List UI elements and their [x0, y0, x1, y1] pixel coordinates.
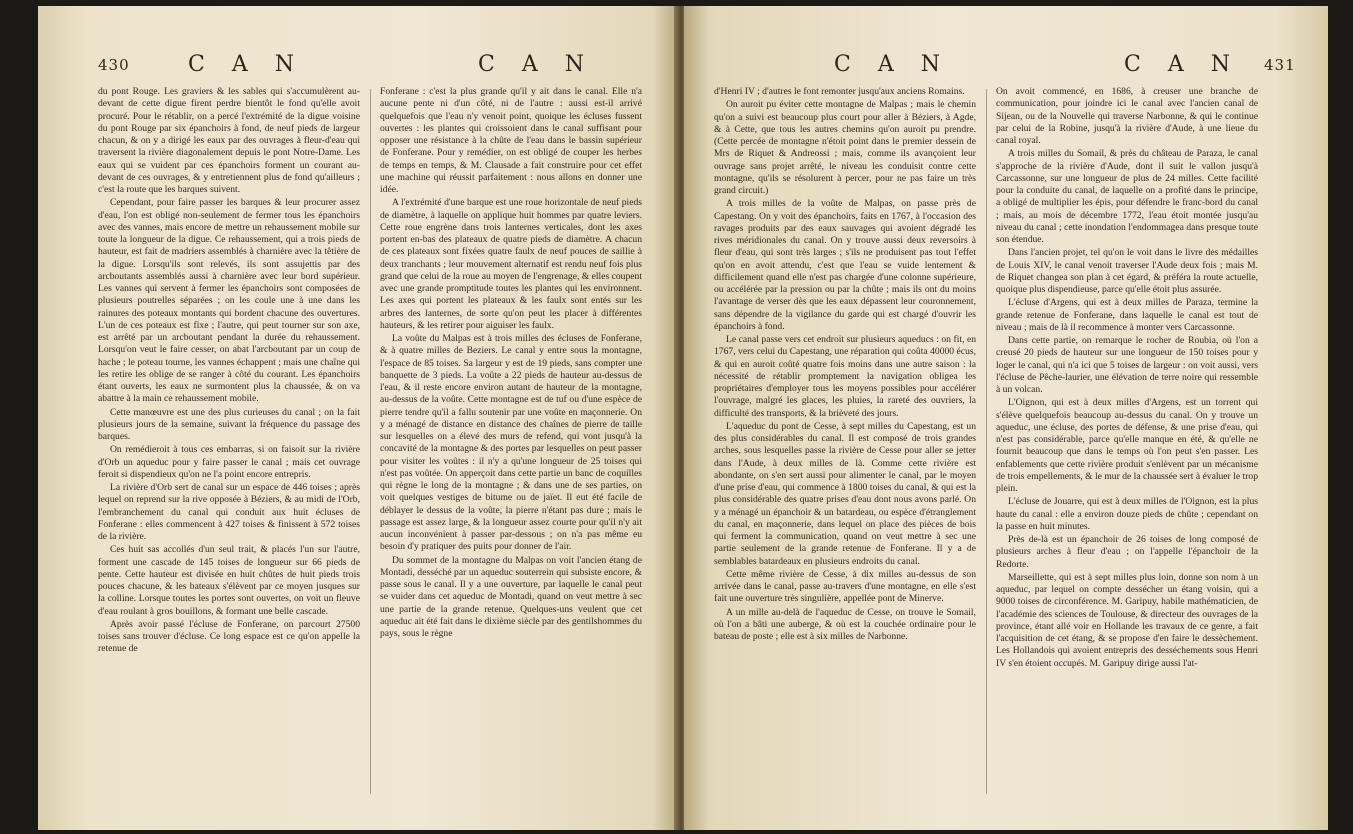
- left-page-header: [38, 52, 678, 82]
- paragraph: A trois milles du Somail, & près du château de Paraza, le canal s'approche de la rivière d'Aude, dont il suit le vallon jusqu'à Carcassonne, sur une longueur de plus de 24 milles. Cette facilité pour la conduite du canal, de laquelle on a profité dans le principe, a obligé de multiplier les épis, pour défendre le franc-bord du canal ; mais, au mois de décembre 1772, l'eau étoit montée jusqu'au niveau du canal ; cette inondation l'endommagea dans presque toute son étendue.: [996, 148, 1258, 245]
- paragraph: Cette manœuvre est une des plus curieuses du canal ; on la fait plusieurs jours de la semaine, suivant la fréquence du passage des barques.: [98, 406, 360, 442]
- left-page: [38, 6, 678, 830]
- paragraph: L'Oignon, qui est à deux milles d'Argens, est un torrent qui s'élève quelquefois beaucoup au-dessus du canal. On y trouve un aqueduc, une écluse, des portes de défense, & une prise d'eau, qui n'est pas considérable, parce qu'elle manque en été, & qu'elle ne fournit beaucoup que dans le temps où l'on peut s'en passer. Les enfablements que cette rivière produit s'enlèvent par un mécanisme de trois empellements, & le mur de la chaussée sert à évaluer le trop plein.: [996, 397, 1258, 494]
- paragraph: L'aqueduc du pont de Cesse, à sept milles du Capestang, est un des plus considérables du canal. Il est composé de trois grandes arches, sous lesquelles passe la rivière de Cesse pour aller se jetter dans l'Aude, à deux milles de là. Comme cette rivière est abondante, on s'en sert aussi pour alimenter le canal, par le moyen d'une prise d'eau, qui commence à 1800 toises du canal, & qui est la plus considérable des quatre prises d'eau dont nous avons parlé. On y a ménagé un épanchoir & un batardeau, ou espèce d'étranglement du canal, en maçonnerie, dans lequel on place des pièces de bois qui ferment la communication, quand on veut mettre à sec une partie seulement de la grande retenue de Fonferane. Il y a de semblables batardeaux en plusieurs endroits du canal.: [714, 420, 976, 567]
- paragraph: L'écluse de Jouarre, qui est à deux milles de l'Oignon, est la plus haute du canal : elle a environ douze pieds de chûte ; cependant on la passe en huit minutes.: [996, 496, 1258, 532]
- paragraph: Cependant, pour faire passer les barques & leur procurer assez d'eau, l'on est obligé non-seulement de fermer tous les épanchoirs avec des vannes, mais encore de mettre un rehaussement mobile sur toute la longueur de la digue. Ce rehaussement, qui a trois pieds de hauteur, est fait de madriers assemblés à charnière avec la têtière de la digue. Lorsqu'ils sont relevés, ils sont assujettis par des arcboutants assemblés aussi à charnière avec leur bord supérieur. Les vannes qui servent à fermer les épanchoirs sont composées de plusieurs poutrelles séparées ; on les coule une à une dans les rainures des poteaux montants qui bordent chacune des ouvertures. L'un de ces poteaux est fixe ; l'autre, qui peut tourner sur son axe, est arrêté par un arcboutant pendant la durée du rehaussement. Lorsqu'on veut le faire cesser, on abat l'arcboutant par un coup de hache ; le poteau tourne, les vannes échappent ; mais une chaîne qui les retire les oblige de se ranger à côté du courant. Les épanchoirs étant ouverts, les eaux ne surmontent plus la chaussée, & on va abattre à la main ce rehaussement mobile.: [98, 197, 360, 405]
- paragraph: A l'extrémité d'une barque est une roue horizontale de neuf pieds de diamètre, à laquelle on applique huit hommes par quatre leviers. Cette roue engrène dans trois lanternes verticales, dont les axes portent en-bas des plateaux de quatre pieds de diamètre. A chacun de ces plateaux sont fixées quatre faulx de neuf pouces de saillie à deux tranchants ; leur mouvement alternatif est rendu neuf fois plus grand que celui de la roue au moyen de l'engrenage, & elles coupent avec une grande promptitude toutes les plantes qui les environnent. Les axes qui portent les plateaux & les faulx sont entés sur les arbres des lanternes, de sorte qu'on peut les placer à différentes hauteurs, & les retirer pour aiguiser les faulx.: [380, 197, 642, 331]
- paragraph: Cette même rivière de Cesse, à dix milles au-dessus de son arrivée dans le canal, passe au-travers d'une montagne, en elle s'est fait une ouverture très singulière, appellée pont de Minerve.: [714, 568, 976, 605]
- paragraph: du pont Rouge. Les graviers & les sables qui s'accumulèrent au-devant de cette digue firent perdre bientôt le fond qu'elle avoit procuré. Pour le rétablir, on a percé l'extrémité de la digue voisine du pont Rouge par six épanchoirs à fond, de neuf pieds de largeur chacun, & on y a dirigé les eaux par des ouvrages à fleur-d'eau qui traversent la rivière diagonalement depuis le pont Notre-Dame. Les eaux qui se vuident par ces épanchoirs forment un courant au-devant de ces ouvrages, & y entretiennent plus de fond qu'ailleurs ; c'est la route que les barques suivent.: [98, 86, 360, 195]
- right-page-header: [684, 52, 1328, 82]
- paragraph: Fonferane : c'est la plus grande qu'il y ait dans le canal. Elle n'a aucune pente ni d'un côté, ni de l'autre : aussi est-il arrivé quelquefois que l'eau n'y venoit point, quoique les écluses fussent ouvertes : les plantes qui croissoient dans le canal suffisant pour opposer une résistance à la chûte de l'eau dans le bassin supérieur de Fonferane. Pour y remédier, on est obligé de couper les herbes de temps en temps, & M. Clausade a fait construire pour cet effet une machine qui réussit parfaitement : nous allons en donner une idée.: [380, 86, 642, 195]
- text-column: [98, 86, 360, 816]
- paragraph: Dans l'ancien projet, tel qu'on le voit dans le livre des médailles de Louis XIV, le canal venoit traverser l'Aude deux fois ; mais M. de Riquet changea son plan à cet égard, & préféra la route actuelle, quoique plus dispendieuse, parce qu'elle étoit plus assurée.: [996, 247, 1258, 295]
- paragraph: Près de-là est un épanchoir de 26 toises de long composé de plusieurs arches à fleur d'eau ; on l'appelle l'épanchoir de la Redorte.: [996, 534, 1258, 570]
- paragraph: Dans cette partie, on remarque le rocher de Roubia, où l'on a creusé 20 pieds de hauteur sur une longueur de 150 toises pour y loger le canal, qui n'a ici que 5 toises de largeur : on voit aussi, vers l'écluse de Pêche-laurier, une élévation de terre noire qui ressemble à un volcan.: [996, 335, 1258, 395]
- page-number: 431: [1264, 56, 1296, 74]
- paragraph: Du sommet de la montagne du Malpas on voit l'ancien étang de Montadi, desséché par un aqueduc souterrein qui subsiste encore, & passe sous le canal. Il y a une ouverture, par laquelle le canal peut se vuider dans cet aqueduc de Montadi, quand on veut mettre à sec une partie de la grande retenue. Quelques-uns veulent que cet aqueduc ait été fait dans le dixième siècle par des gentilshommes du pays, sous le règne: [380, 554, 642, 639]
- paragraph: On avoit commencé, en 1686, à creuser une branche de communication, pour joindre ici le canal avec l'ancien canal de Sijean, ou de la Nouvelle qui traverse Narbonne, & qui le continue par celui de la Robine, jusqu'à la rivière d'Aude, à une lieue du canal royal.: [996, 86, 1258, 146]
- paragraph: La voûte du Malpas est à trois milles des écluses de Fonferane, & à quatre milles de Beziers. Le canal y entre sous la montagne, l'espace de 85 toises. Sa largeur y est de 19 pieds, sans compter une banquette de 3 pieds. La voûte a 22 pieds de hauteur au-dessus de l'eau, & il reste encore environ autant de hauteur de la montagne, au-dessus de la voûte. Cette montagne est de tuf ou d'une espèce de pierre tendre qu'il a fallu soutenir par une voûte en maçonnerie. On y a ménagé de distance en distance des chaînes de pierre de taille sur lesquelles on a élevé des murs de refend, qui vont jusqu'à la concavité de la montagne & des portes par lesquelles on peut passer pour visiter les voûtes : il n'y a qu'une longueur de 25 toises qui n'est pas voûtée. On apperçoit dans cette partie un banc de coquilles qui règne le long de la montagne ; & dans une de ses parties, on voit quelques vestiges de bitume ou de jaïet. Il eut été facile de déblayer le dessus de la voûte, la pierre n'étant pas dure ; mais le passage est assez large, & la longueur assez courte pour qu'il n'y ait aucun inconvénient à passer par-dessous ; on n'a pas même eu besoin d'y pratiquer des puits pour donner de l'air.: [380, 333, 642, 553]
- paragraph: A un mille au-delà de l'aqueduc de Cesse, on trouve le Somail, où l'on a bâti une auberge, & où est la couchée ordinaire pour le bateau de poste ; elle est à six milles de Narbonne.: [714, 606, 976, 642]
- paragraph: Ces huit sas accollés d'un seul trait, & placés l'un sur l'autre, forment une cascade de 145 toises de longueur sur 66 pieds de pente. Cette hauteur est divisée en huit chûtes de huit pieds trois pouces chacune, & les bateaux s'élèvent par ce moyen jusques sur la colline. Lorsque toutes les portes sont ouvertes, on voit un fleuve d'eau roulant à gros bouillons, & formant une belle cascade.: [98, 544, 360, 617]
- text-column: [714, 86, 976, 816]
- paragraph: Après avoir passé l'écluse de Fonferane, on parcourt 27500 toises sans trouver d'écluse. Ce long espace est ce qu'on appelle la retenue de: [98, 618, 360, 655]
- paragraph: A trois milles de la voûte de Malpas, on passe près de Capestang. On y voit des épanchoirs, faits en 1767, à l'occasion des ravages produits par des eaux sauvages qui avoient dégradé les rives méridionales du canal. On y trouve aussi deux reversoirs à fleur d'eau, qui sont très larges ; s'ils ne produisent pas tout l'effet qu'on en avoit attendu, c'est que l'eau se vuide lentement & difficilement quand elle n'est pas chargée d'une colonne supérieure, ou accélérée par la pression ou par la chûte ; mais ils ont du moins l'avantage de verser dès que les eaux dépassent leur couronnement, sans dépendre de la vigilance du garde qui est chargé d'ouvrir les épanchoirs à fond.: [714, 198, 976, 332]
- running-head: C A N: [188, 52, 304, 77]
- column-rule: [986, 89, 987, 794]
- right-page: [684, 6, 1328, 830]
- paragraph: d'Henri IV ; d'autres le font remonter jusqu'aux anciens Romains.: [714, 86, 965, 97]
- paragraph: L'écluse d'Argens, qui est à deux milles de Paraza, termine la grande retenue de Fonferane, dans laquelle le canal est tout de niveau ; mais de là il recommence à monter vers Carcassonne.: [996, 297, 1258, 333]
- paragraph: On auroit pu éviter cette montagne de Malpas ; mais le chemin qu'on a suivi est beaucoup plus court pour aller à Béziers, à Agde, & à Cette, que tous les autres chemins qu'on auroit pu prendre. (Cette percée de montagne n'étoit point dans le premier dessein de Mrs de Riquet & Andreossi ; mais, comme ils avançoient leur ouvrage sans projet arrêté, le niveau les conduisit contre cette montagne, qu'ils se résolurent à percer, pour ne pas faire un très grand circuit.): [714, 99, 976, 196]
- paragraph: Le canal passe vers cet endroit sur plusieurs aqueducs : on fit, en 1767, vers celui du Capestang, une réparation qui coûta 40000 écus, & qui en auroit coûté quatre fois moins dans une autre saison : la nécessité de rétablir promptement la navigation obligea les propriétaires d'employer tous les moyens possibles pour accélérer l'ouvrage, malgré les glaces, les pluies, la rareté des ouvriers, la difficulté des transports, & la brièveté des jours.: [714, 334, 976, 419]
- text-column: [380, 86, 642, 816]
- running-head: C A N: [834, 52, 950, 77]
- paragraph: La rivière d'Orb sert de canal sur un espace de 446 toises ; après lequel on reprend sur la rive opposée à Béziers, & au midi de l'Orb, l'embranchement du canal qui conduit aux huit écluses de Fonferane : elles commencent à 427 toises & finissent à 572 toises de la rivière.: [98, 482, 360, 542]
- paragraph: Marseillette, qui est à sept milles plus loin, donne son nom à un aqueduc, par lequel on compte dessécher un étang voisin, qui a 9000 toises de circonférence. M. Garipuy, habile mathématicien, de l'académie des sciences de Toulouse, & directeur des ouvrages de la province, étant allé voir en Hollande les travaux de ce genre, a fait l'acquisition de cet étang, & se propose d'en faire le dessèchement. Les Hollandois qui avoient entrepris des desséchements sous Henri IV s'en étoient occupés. M. Garipuy dirige aussi l'at-: [996, 571, 1258, 669]
- running-head: C A N: [478, 52, 594, 77]
- text-column: [996, 86, 1258, 816]
- column-rule: [370, 89, 371, 794]
- page-number: 430: [98, 56, 130, 74]
- open-book: [38, 6, 1328, 830]
- running-head: C A N: [1124, 52, 1240, 77]
- paragraph: On remédieroit à tous ces embarras, si on faisoit sur la rivière d'Orb un aqueduc pour y faire passer le canal ; mais cet ouvrage feroit si dispendieux qu'on ne l'a point encore entrepris.: [98, 444, 360, 480]
